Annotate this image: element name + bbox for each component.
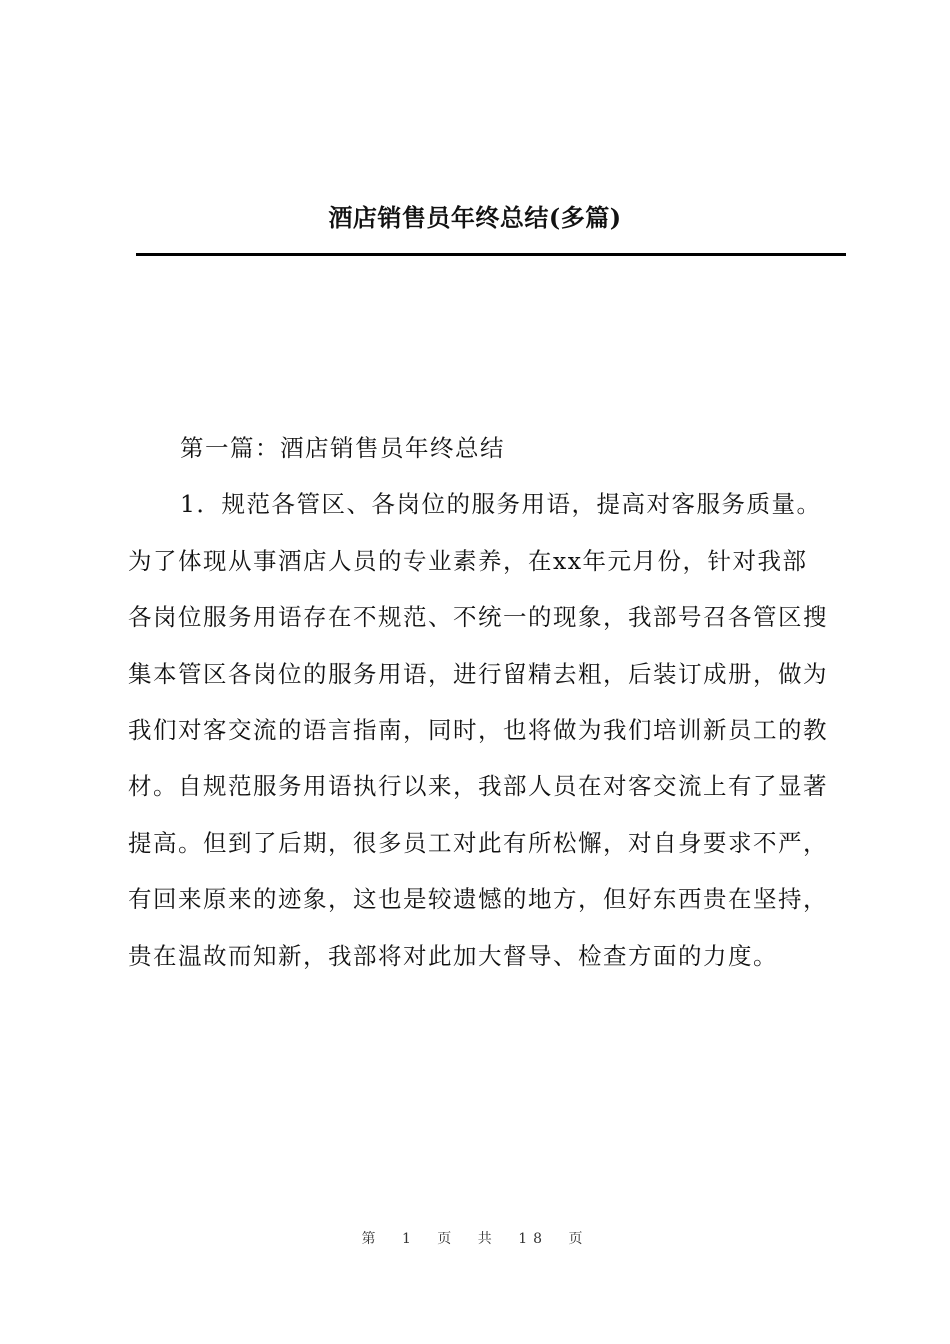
section-heading: 第一篇：酒店销售员年终总结: [180, 434, 505, 462]
paragraph-line: 提高。但到了后期，很多员工对此有所松懈，对自身要求不严，: [128, 828, 828, 857]
paragraph-line: 贵在温故而知新，我部将对此加大督导、检查方面的力度。: [128, 941, 778, 970]
paragraph-line: 我们对客交流的语言指南，同时，也将做为我们培训新员工的教: [128, 715, 828, 744]
paragraph-line: 有回来原来的迹象，这也是较遗憾的地方，但好东西贵在坚持，: [128, 885, 828, 914]
paragraph-line: 1．规范各管区、各岗位的服务用语，提高对客服务质量。: [180, 490, 822, 519]
page-number-footer: 第 1 页 共 18 页: [361, 1231, 589, 1247]
document-title: 酒店销售员年终总结(多篇): [328, 203, 622, 232]
paragraph-line: 材。自规范服务用语执行以来，我部人员在对客交流上有了显著: [128, 772, 828, 801]
paragraph-line: 各岗位服务用语存在不规范、不统一的现象，我部号召各管区搜: [128, 603, 828, 632]
title-underline: [136, 253, 846, 256]
paragraph-line: 为了体现从事酒店人员的专业素养，在xx年元月份，针对我部: [128, 546, 808, 575]
paragraph-line: 集本管区各岗位的服务用语，进行留精去粗，后装订成册，做为: [128, 659, 828, 688]
document-body: [128, 420, 848, 984]
